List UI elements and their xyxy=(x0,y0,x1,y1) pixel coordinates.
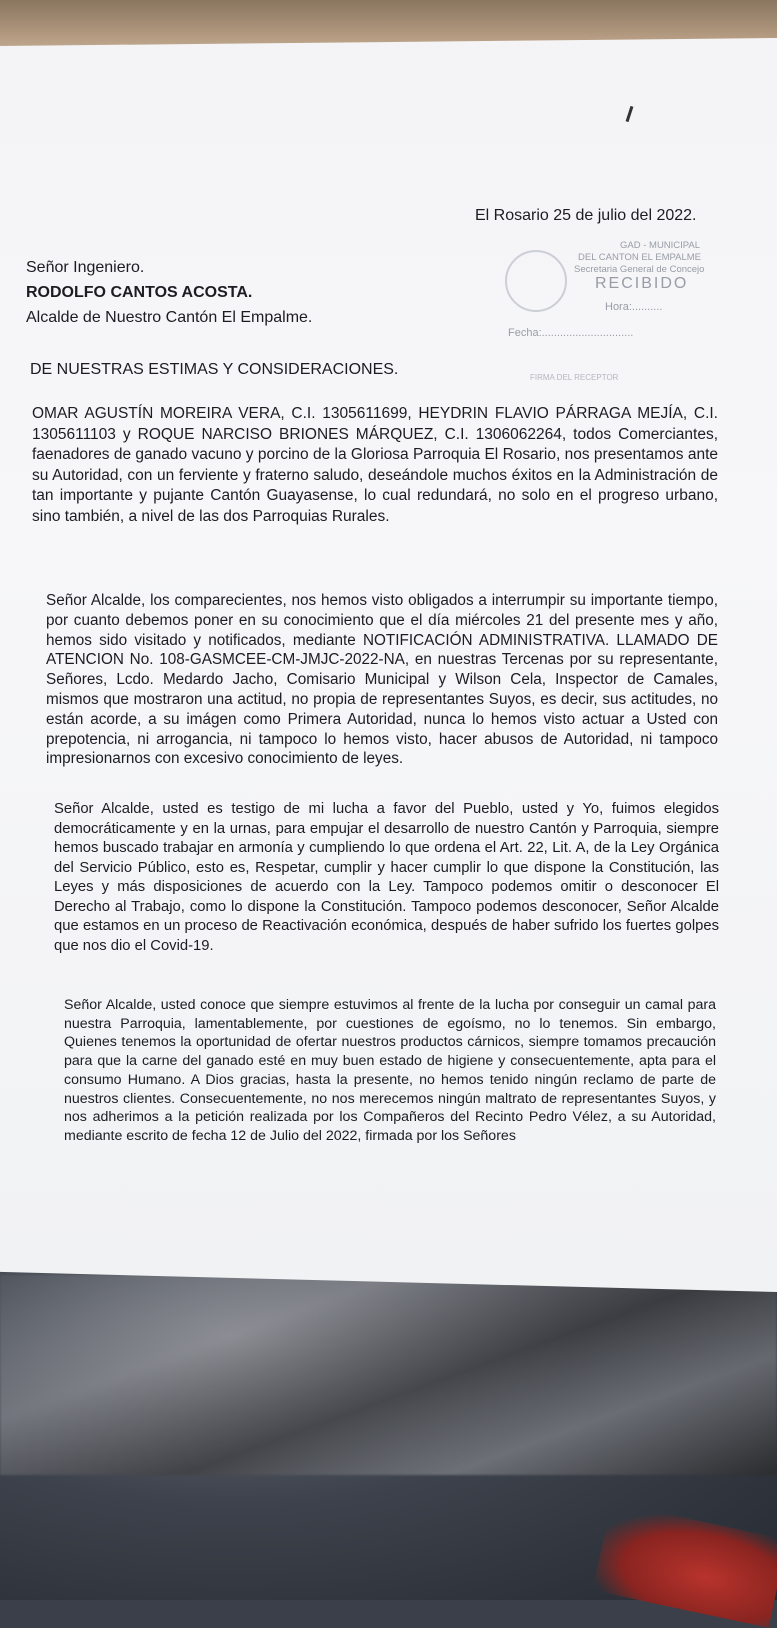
stamp-line: Secretaria General de Concejo xyxy=(574,264,705,275)
recipient-name: RODOLFO CANTOS ACOSTA. xyxy=(26,284,253,301)
recipient-salutation: Señor Ingeniero. xyxy=(26,259,145,276)
paragraph: Señor Alcalde, usted conoce que siempre estuvimos al frente de la lucha por conseguir un camal para nuestra Parroquia, lamentablemente, por cuestiones de egoísmo, no lo tenemos. Sin embargo, Quienes tenemos la oportunidad de ofertar nuestros productos cárnicos, siempre tomamos precaución para que la carne del ganado esté en muy buen estado de higiene y consecuentemente, apta para el consumo Humano. A Dios gracias, hasta la presente, no hemos tenido ningún reclamo de parte de nuestros clientes. Consecuentemente, no nos merecemos ningún maltrato de representantes Suyos, y nos adherimos a la petición realizada por los Compañeros del Recinto Pedro Vélez, a su Autoridad, mediante escrito de fecha 12 de Julio del 2022, firmada por los Señores xyxy=(64,997,716,1144)
stamp-line: DEL CANTON EL EMPALME xyxy=(578,252,702,263)
stamp-date: Fecha:.............................. xyxy=(508,327,634,339)
plastic-bag xyxy=(0,1275,777,1475)
paragraph: OMAR AGUSTÍN MOREIRA VERA, C.I. 1305611699, HEYDRIN FLAVIO PÁRRAGA MEJÍA, C.I. 1305611103 y ROQUE NARCISO BRIONES MÁRQUEZ, C.I. 1306062264, todos Comerciantes, faenadores de ganado vacuno y porcino de la Gloriosa Parroquia El Rosario, nos presentamos ante su Autoridad, con un ferviente y fraterno saludo, deseándole muchos éxitos en la Administración de tan importante y pujante Cantón Guayasense, lo cual redundará, no solo en el progreso urbano, sino también, a nivel de las dos Parroquias Rurales. xyxy=(32,405,718,525)
letter-date: El Rosario 25 de julio del 2022. xyxy=(475,207,697,224)
stamp-signature: FIRMA DEL RECEPTOR xyxy=(530,373,619,382)
stamp-line: GAD - MUNICIPAL xyxy=(620,240,701,251)
greeting: DE NUESTRAS ESTIMAS Y CONSIDERACIONES. xyxy=(30,361,399,378)
stamp-received: RECIBIDO xyxy=(595,275,689,292)
paragraph: Señor Alcalde, usted es testigo de mi lucha a favor del Pueblo, usted y Yo, fuimos elegidos democráticamente y en la urnas, para empujar el desarrollo de nuestro Cantón y Parroquia, siempre hemos buscado trabajar en armonía y cumpliendo lo que ordena el Art. 22, Lit. A, de la Ley Orgánica del Servicio Público, esto es, Respetar, cumplir y hacer cumplir lo que dispone la Constitución, las Leyes y más disposiciones de acuerdo con la Ley. Tampoco podemos omitir o desconocer El Derecho al Trabajo, como lo dispone la Constitución. Tampoco podemos desconocer, Señor Alcalde que estamos en un proceso de Reactivación económica, después de haber sufrido los fuertes golpes que nos dio el Covid-19. xyxy=(54,801,719,954)
stamp-hour: Hora:.......... xyxy=(605,301,663,313)
recipient-title: Alcalde de Nuestro Cantón El Empalme. xyxy=(26,309,313,326)
municipal-seal-icon xyxy=(505,250,567,312)
received-stamp xyxy=(500,240,735,382)
paragraph: Señor Alcalde, los comparecientes, nos hemos visto obligados a interrumpir su importante tiempo, por cuanto debemos poner en su conocimiento que el día miércoles 21 del presente mes y año, hemos sido visitado y notificados, mediante NOTIFICACIÓN ADMINISTRATIVA. LLAMADO DE ATENCION No. 108-GASMCEE-CM-JMJC-2022-NA, en nuestras Tercenas por su representante, Señores, Lcdo. Medardo Jacho, Comisario Municipal y Wilson Cela, Inspector de Camales, mismos que mostraron una actitud, no propia de representantes Suyos, es decir, sus actitudes, no están acorde, a su imágen como Primera Autoridad, nunca lo hemos visto actuar a Usted con prepotencia, ni arrogancia, ni tampoco lo hemos visto, hacer abusos de Autoridad, ni tampoco impresionarnos con excesivo conocimiento de leyes. xyxy=(46,592,718,768)
